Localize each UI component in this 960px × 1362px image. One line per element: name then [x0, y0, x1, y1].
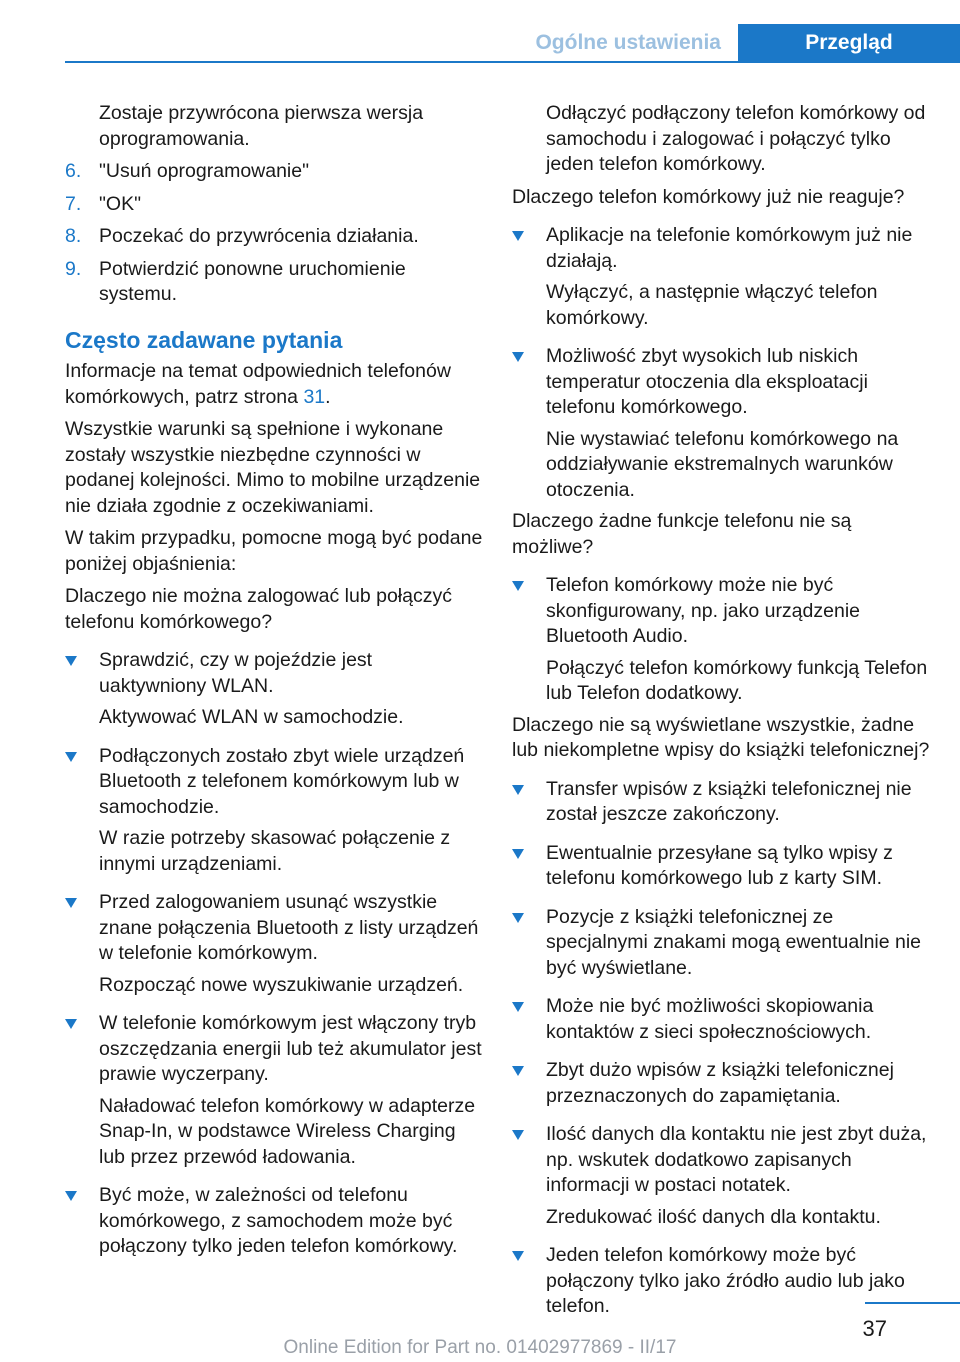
bullet-item	[512, 223, 930, 274]
triangle-bullet-icon	[512, 913, 524, 923]
step-item	[65, 224, 483, 250]
bullet-text: Transfer wpisów z książki telefonicznej nie został jeszcze zakończony.	[546, 777, 912, 825]
page-number: 37	[862, 1316, 887, 1341]
info-paragraph	[65, 359, 483, 410]
solution-text: Aktywować WLAN w samochodzie.	[99, 706, 404, 728]
bullet-text: Ewentualnie przesyłane są tylko wpisy z telefonu komórkowego lub z karty SIM.	[546, 841, 893, 889]
bullet-text: Ilość danych dla kontaktu nie jest zbyt duża, np. wskutek dodatkowo zapisanych informacji w postaci notatek.	[546, 1123, 927, 1196]
solution-text: Nie wystawiać telefonu komórkowego na oddziaływanie ekstremalnych warunków otoczenia.	[546, 427, 899, 501]
info-end: .	[325, 385, 331, 408]
bullet-text: Sprawdzić, czy w pojeździe jest uaktywniony WLAN.	[99, 649, 373, 697]
intro-text: Zostaje przywrócona pierwsza wersja oprogramowania.	[99, 102, 424, 150]
bullet-item	[65, 1011, 483, 1088]
bullet-text: Telefon komórkowy może nie być skonfigurowany, np. jako urządzenie Bluetooth Audio.	[546, 574, 860, 647]
step-item	[65, 257, 483, 308]
step-number: 9.	[65, 257, 82, 280]
bullet-text: Być może, w zależności od telefonu komórkowego, z samochodem może być połączony tylko jeden telefon komórkowy.	[99, 1184, 458, 1257]
bullet-text: Przed zalogowaniem usunąć wszystkie znane połączenia Bluetooth z listy urządzeń w telefonie komórkowym.	[99, 891, 479, 964]
bullet-text: Aplikacje na telefonie komórkowym już nie działają.	[546, 224, 913, 272]
question: Dlaczego żadne funkcje telefonu nie są możliwe?	[512, 510, 852, 558]
tab-overview[interactable]: Przegląd	[738, 24, 960, 61]
paragraph: Wszystkie warunki są spełnione i wykonane zostały wszystkie niezbędne czynności w podanej kolejności. Mimo to mobilne urządzenie nie działa zgodnie z oczekiwaniami.	[65, 418, 481, 517]
triangle-bullet-icon	[512, 581, 524, 591]
triangle-bullet-icon	[512, 1066, 524, 1076]
bullet-item	[65, 1183, 483, 1260]
header-rule	[65, 61, 960, 63]
edition-footer: Online Edition for Part no. 01402977869 - II/17	[283, 1337, 677, 1358]
bullet-item	[65, 744, 483, 821]
triangle-bullet-icon	[512, 849, 524, 859]
page-header	[0, 0, 960, 62]
continued-text: Odłączyć podłączony telefon komórkowy od samochodu i zalogować i połączyć tylko jeden telefon komórkowy.	[546, 102, 926, 175]
bullet-item	[512, 1058, 930, 1109]
bullet-item	[512, 1243, 930, 1320]
triangle-bullet-icon	[65, 1191, 77, 1201]
triangle-bullet-icon	[512, 1130, 524, 1140]
step-number: 7.	[65, 192, 82, 215]
bullet-text: Jeden telefon komórkowy może być połączony tylko jako źródło audio lub jako telefon.	[546, 1244, 905, 1317]
triangle-bullet-icon	[65, 656, 77, 666]
bullet-item	[512, 841, 930, 892]
triangle-bullet-icon	[512, 1002, 524, 1012]
solution-text: Rozpocząć nowe wyszukiwanie urządzeń.	[99, 973, 464, 996]
bullet-text: Zbyt dużo wpisów z książki telefonicznej przeznaczonych do zapamiętania.	[546, 1059, 894, 1107]
paragraph: W takim przypadku, pomocne mogą być podane poniżej objaśnienia:	[65, 527, 483, 575]
bullet-item	[512, 344, 930, 421]
bullet-item	[512, 1122, 930, 1199]
triangle-bullet-icon	[65, 898, 77, 908]
bullet-text: Możliwość zbyt wysokich lub niskich temperatur otoczenia dla eksploatacji telefonu komórkowego.	[546, 345, 868, 418]
solution-text: W razie potrzeby skasować połączenie z innymi urządzeniami.	[99, 827, 451, 875]
left-column	[65, 101, 483, 1266]
bullet-item	[512, 573, 930, 650]
bullet-item	[512, 905, 930, 982]
section-title: Często zadawane pytania	[65, 326, 343, 353]
solution-text: Naładować telefon komórkowy w adapterze Snap-In, w podstawce Wireless Charging lub przez przewód ładowania.	[99, 1094, 476, 1168]
bullet-text: W telefonie komórkowym jest włączony tryb oszczędzania energii lub też akumulator jest prawie wyczerpany.	[99, 1012, 482, 1085]
step-text: "OK"	[99, 192, 142, 215]
solution-text: Wyłączyć, a następnie włączyć telefon komórkowy.	[546, 281, 878, 329]
bullet-item	[512, 994, 930, 1045]
step-item	[65, 159, 483, 185]
step-number: 8.	[65, 225, 82, 247]
triangle-bullet-icon	[512, 231, 524, 241]
right-column	[512, 101, 930, 1326]
triangle-bullet-icon	[65, 1019, 77, 1029]
step-text: "Usuń oprogramowanie"	[99, 160, 310, 182]
bullet-text: Podłączonych zostało zbyt wiele urządzeń Bluetooth z telefonem komórkowym lub w samochodzie.	[99, 744, 465, 818]
question: Dlaczego nie można zalogować lub połączyć telefonu komórkowego?	[65, 585, 452, 633]
info-text: Informacje na temat odpowiednich telefonów komórkowych, patrz strona	[65, 360, 451, 408]
question: Dlaczego telefon komórkowy już nie reaguje?	[512, 185, 905, 208]
triangle-bullet-icon	[512, 785, 524, 795]
triangle-bullet-icon	[512, 1251, 524, 1261]
bullet-item	[65, 648, 483, 699]
question: Dlaczego nie są wyświetlane wszystkie, żadne lub niekompletne wpisy do książki telefonicznej?	[512, 713, 930, 761]
step-text: Potwierdzić ponowne uruchomienie systemu.	[99, 257, 406, 305]
solution-text: Połączyć telefon komórkowy funkcją Telefon lub Telefon dodatkowy.	[546, 656, 928, 704]
step-number: 6.	[65, 160, 82, 182]
bullet-item	[65, 890, 483, 967]
step-text: Poczekać do przywrócenia działania.	[99, 225, 419, 247]
bullet-text: Pozycje z książki telefonicznej ze specjalnymi znakami mogą ewentualnie nie być wyświetlane.	[546, 905, 922, 979]
page-link[interactable]: 31	[303, 385, 326, 408]
solution-text: Zredukować ilość danych dla kontaktu.	[546, 1205, 881, 1228]
tab-general-settings[interactable]: Ogólne ustawienia	[535, 31, 721, 54]
bullet-item	[512, 777, 930, 828]
bullet-text: Może nie być możliwości skopiowania kontaktów z sieci społecznościowych.	[546, 995, 874, 1043]
step-item	[65, 192, 483, 218]
triangle-bullet-icon	[65, 752, 77, 762]
footer-rule	[865, 1302, 960, 1304]
triangle-bullet-icon	[512, 352, 524, 362]
